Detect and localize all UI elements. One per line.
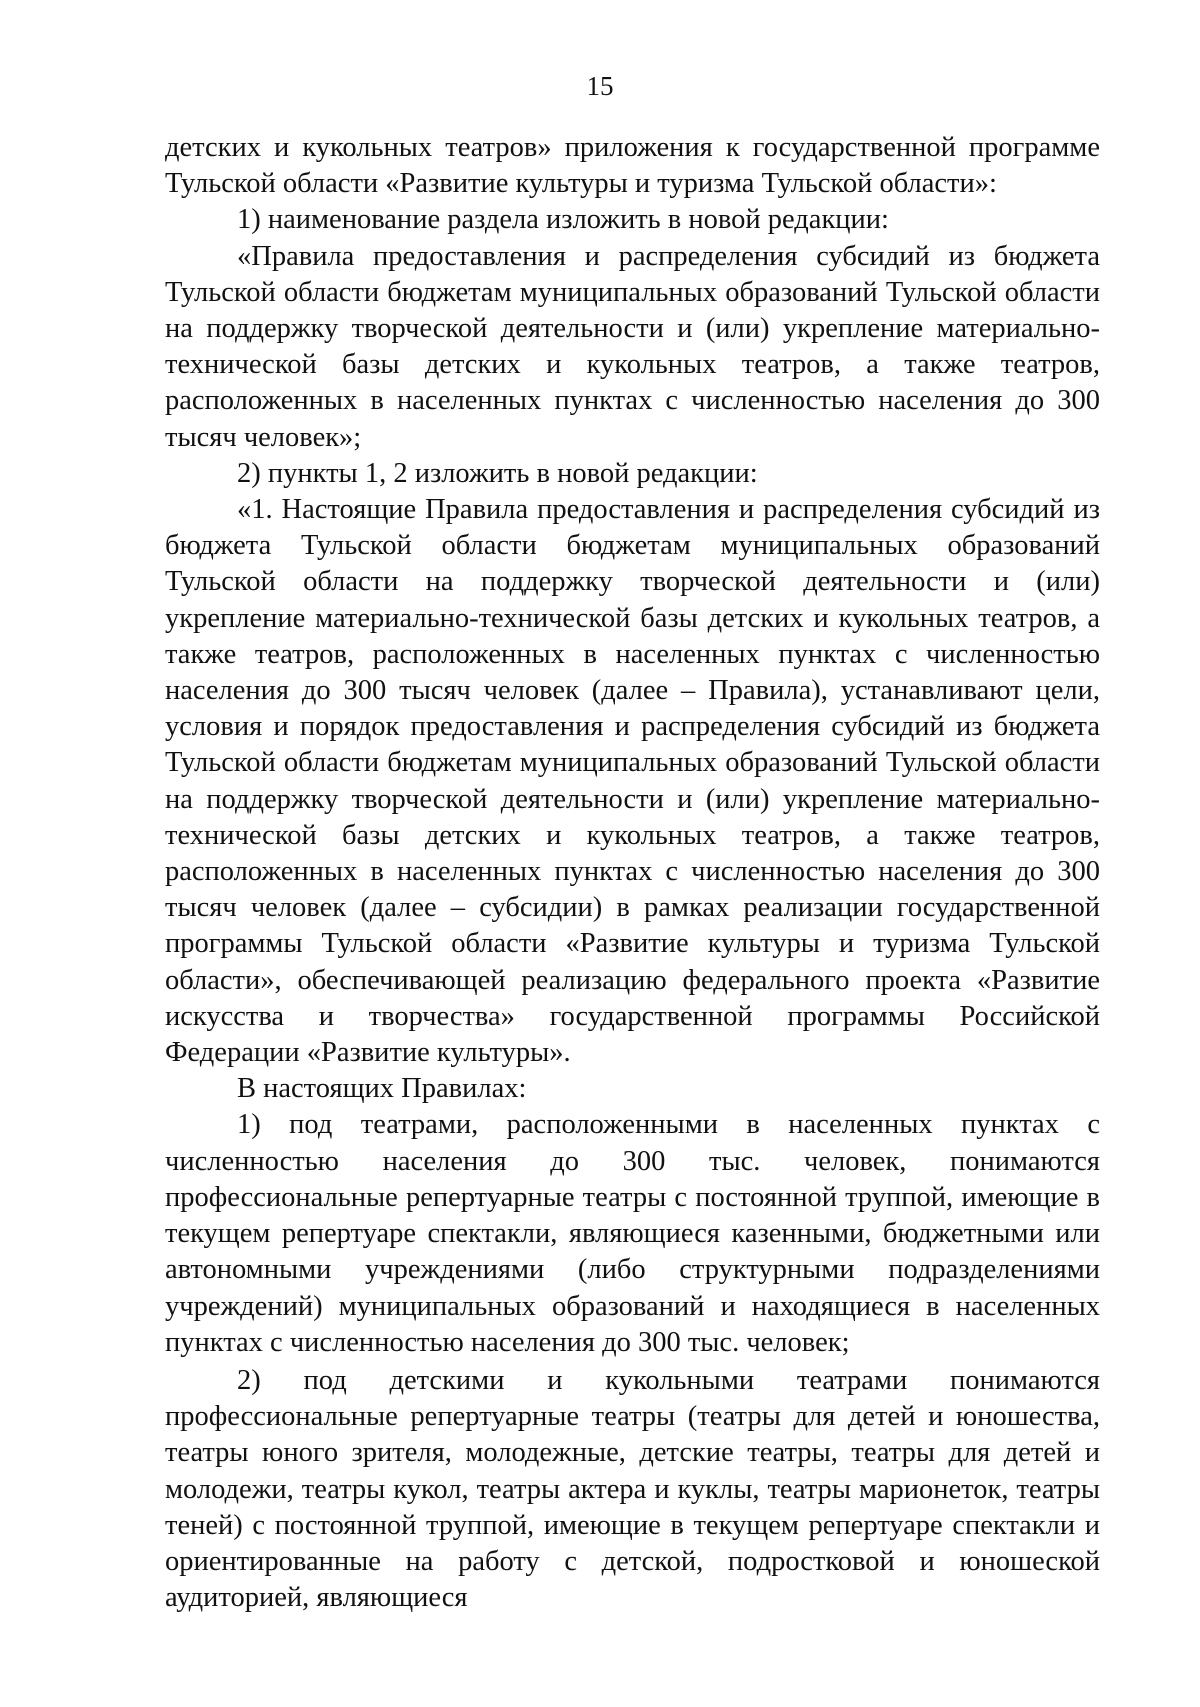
paragraph-definitions-intro: В настоящих Правилах: — [237, 1073, 527, 1105]
paragraph-rule-1: «1. Настоящие Правила предоставления и распределения субсидий из бюджета Тульской области бюджетам муниципальных образований Тульской области на поддержку творческой деятельности и (или) укрепление материально-технической базы детских и кукольных театров, а также театров, расположенных в населенных пунктах с численностью населения до 300 тысяч человек (далее – Правила), устанавливают цели, условия и порядок предоставления и распределения субсидий из бюджета Тульской области бюджетам муниципальных образований Тульской области на поддержку творческой деятельности и (или) укрепление материально-технической базы детских и кукольных театров, а также театров, расположенных в населенных пунктах с численностью населения до 300 тысяч человек (далее – субсидии) в рамках реализации государственной программы Тульской области «Развитие культуры и туризма Тульской области», обеспечивающей реализацию федерального проекта «Развитие искусства и творчества» государственной программы Российской Федерации «Развитие культуры». — [165, 494, 1100, 1069]
paragraph-section-title-quote: «Правила предоставления и распределения субсидий из бюджета Тульской области бюджетам муниципальных образований Тульской области на поддержку творческой деятельности и (или) укрепление материально-технической базы детских и кукольных театров, а также театров, расположенных в населенных пунктах с численностью населения до 300 тысяч человек»; — [165, 240, 1100, 453]
page-number: 15 — [586, 71, 614, 101]
paragraph-item-2-heading: 2) пункты 1, 2 изложить в новой редакции: — [237, 457, 758, 489]
paragraph-item-1-heading: 1) наименование раздела изложить в новой редакции: — [237, 204, 889, 236]
paragraph-continuation: детских и кукольных театров» приложения к государственной программе Тульской области «Развитие культуры и туризма Тульской области»: — [165, 132, 1100, 200]
paragraph-definition-2: 2) под детскими и кукольными театрами понимаются профессиональные репертуарные театры (театры для детей и юношества, театры юного зрителя, молодежные, детские театры, театры для детей и молодежи, театры кукол, театры актера и куклы, театры марионеток, театры теней) с постоянной труппой, имеющие в текущем репертуаре спектакли и ориентированные на работу с детской, подростковой и юношеской аудиторией, являющиеся — [165, 1364, 1100, 1614]
paragraph-definition-1: 1) под театрами, расположенными в населенных пунктах с численностью населения до 300 тыс. человек, понимаются профессиональные репертуарные театры с постоянной труппой, имеющие в текущем репертуаре спектакли, являющиеся казенными, бюджетными или автономными учреждениями (либо структурными подразделениями учреждений) муниципальных образований и находящиеся в населенных пунктах с численностью населения до 300 тыс. человек; — [165, 1109, 1100, 1358]
document-body — [165, 130, 1100, 1616]
